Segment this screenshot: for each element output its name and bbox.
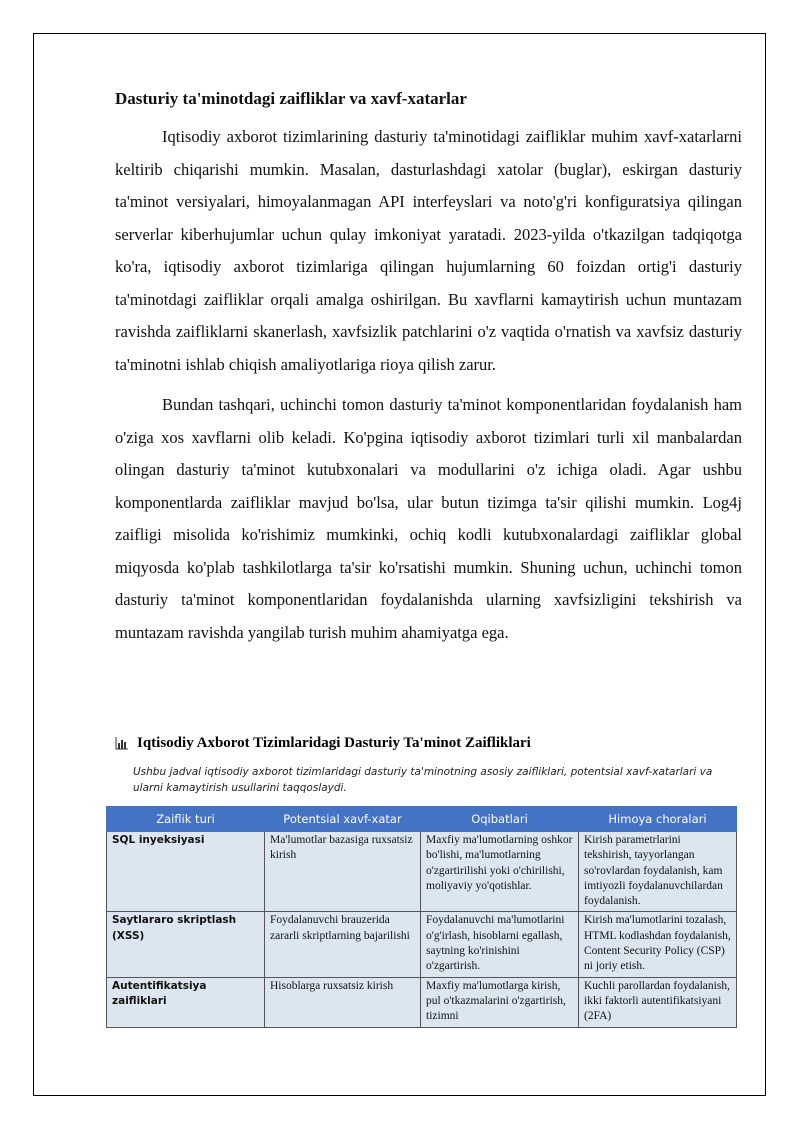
cell-protection: Kuchli parollardan foydalanish, ikki faktorli autentifikatsiyani (2FA) [579,977,737,1027]
document-body [115,87,742,657]
cell-protection: Kirish ma'lumotlarini tozalash, HTML kodlashdan foydalanish, Content Security Policy (CSP) ni joriy etish. [579,912,737,977]
table-header-row [107,807,737,832]
paragraph-1: Iqtisodiy axborot tizimlarining dasturiy ta'minotidagi zaifliklar muhim xavf-xatarlarni keltirib chiqarishi mumkin. Masalan, dasturlashdagi xatolar (buglar), eskirgan dasturiy ta'minot versiyalari, himoyalanmagan API interfeyslari va noto'g'ri konfiguratsiya qilingan serverlar kiberhujumlar uchun qulay imkoniyat yaratadi. 2023-yilda o'tkazilgan tadqiqotga ko'ra, iqtisodiy axborot tizimlariga qilingan hujumlarning 60 foizdan ortig'i dasturiy ta'minotdagi zaifliklar orqali amalga oshirilgan. Bu xavflarni kamaytirish uchun muntazam ravishda zaifliklarni skanerlash, xavfsizlik patchlarini o'z vaqtida o'rnatish va xavfsiz dasturiy ta'minotni ishlab chiqish amaliyotlariga rioya qilish zarur. [115,127,742,374]
cell-consequence: Maxfiy ma'lumotlarning oshkor bo'lishi, ma'lumotlarning o'zgartirilishi yoki o'chirilishi, moliyaviy yo'qotishlar. [421,832,579,912]
header-potential-risk: Potentsial xavf-xatar [265,807,421,832]
cell-consequence: Maxfiy ma'lumotlarga kirish, pul o'tkazmalarini o'zgartirish, tizimni [421,977,579,1027]
table-title [115,735,755,752]
vulnerability-table [106,806,737,1028]
table-row [107,832,737,912]
header-vulnerability-type: Zaiflik turi [107,807,265,832]
cell-type: Autentifikatsiya zaifliklari [107,977,265,1027]
cell-risk: Foydalanuvchi brauzerida zararli skriptlarning bajarilishi [265,912,421,977]
table-caption: Ushbu jadval iqtisodiy axborot tizimlaridagi dasturiy ta'minotning asosiy zaifliklari, potentsial xavf-xatarlari va ularni kamaytirish usullarini taqqoslaydi. [133,766,713,794]
section-heading: Dasturiy ta'minotdagi zaifliklar va xavf-xatarlar [115,89,467,108]
header-protection: Himoya choralari [579,807,737,832]
table-row [107,977,737,1027]
header-consequences: Oqibatlari [421,807,579,832]
cell-risk: Hisoblarga ruxsatsiz kirish [265,977,421,1027]
table-title-text: Iqtisodiy Axborot Tizimlaridagi Dasturiy Ta'minot Zaifliklari [137,735,531,751]
cell-type: Saytlararo skriptlash (XSS) [107,912,265,977]
cell-type: SQL inyeksiyasi [107,832,265,912]
cell-risk: Ma'lumotlar bazasiga ruxsatsiz kirish [265,832,421,912]
bar-chart-icon [115,737,129,750]
table-row [107,912,737,977]
cell-consequence: Foydalanuvchi ma'lumotlarini o'g'irlash, hisoblarni egallash, saytning ko'rinishini o'zgartirish. [421,912,579,977]
cell-protection: Kirish parametrlarini tekshirish, tayyorlangan so'rovlardan foydalanish, kam imtiyozli foydalanuvchilardan foydalanish. [579,832,737,912]
paragraph-2: Bundan tashqari, uchinchi tomon dasturiy ta'minot komponentlaridan foydalanish ham o'ziga xos xavflarni olib keladi. Ko'pgina iqtisodiy axborot tizimlari turli xil manbalardan olingan dasturiy ta'minot kutubxonalari va modullarini o'z ichiga oladi. Agar ushbu komponentlarda zaifliklar mavjud bo'lsa, ular butun tizimga ta'sir qilishi mumkin. Log4j zaifligi misolida ko'rishimiz mumkinki, ochiq kodli kutubxonalardagi zaifliklar global miqyosda ko'plab tashkilotlarga ta'sir ko'rsatishi mumkin. Shuning uchun, uchinchi tomon dasturiy ta'minot komponentlaridan foydalanishda ularning xavfsizligini tekshirish va muntazam ravishda yangilab turish muhim ahamiyatga ega. [115,395,742,642]
